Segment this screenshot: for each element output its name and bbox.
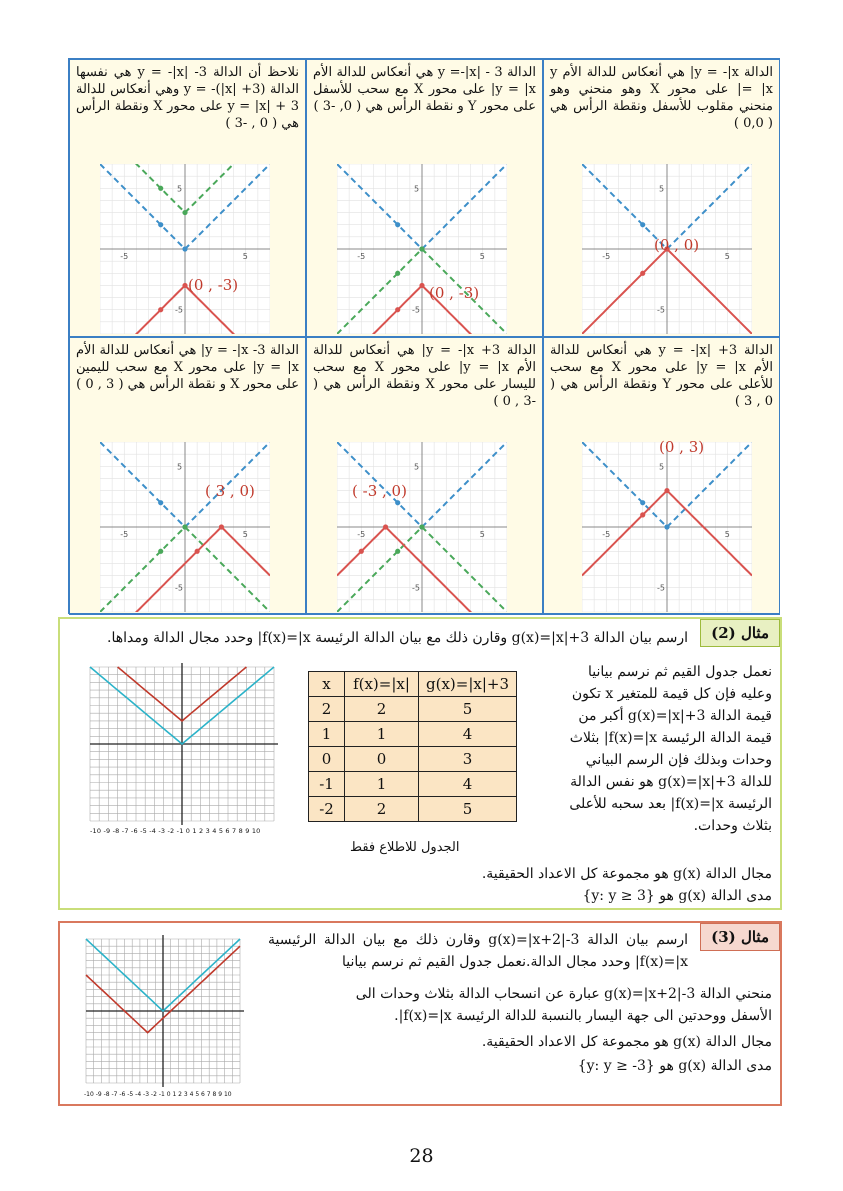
- cell-text: الدالة y = -|x +3| هي أنعكاس للدالة الأم y = |x| على محور X مع سحب لليسار على محور X ونقطة الرأس هي ( -3 , 0 ): [313, 343, 536, 409]
- tick-label: 5: [659, 184, 665, 194]
- table-header: f(x)=|x|: [345, 672, 419, 697]
- table-header: g(x)=|x|+3: [419, 672, 517, 697]
- vertex-label: (0 , 0): [654, 236, 700, 254]
- table-cell: 0: [345, 747, 419, 772]
- example-3-box: [58, 921, 782, 1106]
- graph-point: [640, 271, 645, 276]
- axis-labels: -10 -9 -8 -7 -6 -5 -4 -3 -2 -1 0 1 2 3 4 5 6 7 8 9 10: [90, 827, 261, 835]
- graph-point: [182, 246, 187, 251]
- graph-point: [419, 283, 424, 288]
- tick-label: -5: [657, 583, 665, 593]
- vertex-label: (0 , 3): [659, 438, 705, 456]
- tick-label: 5: [659, 462, 665, 472]
- body-line: الأسفل ووحدتين الى جهة اليسار بالنسبة للدالة الرئيسة f(x)=|x|.: [394, 1008, 772, 1024]
- example-3-graph: [78, 931, 248, 1091]
- graph-point: [395, 500, 400, 505]
- graph-point: [664, 488, 669, 493]
- table-header: x: [309, 672, 345, 697]
- tick-label: -5: [602, 252, 611, 261]
- graph-point: [158, 549, 163, 554]
- table-cell: 1: [309, 722, 345, 747]
- table-row: [309, 797, 517, 822]
- graph-point: [664, 524, 669, 529]
- table-cell: 1: [345, 722, 419, 747]
- graph-point: [419, 524, 424, 529]
- graph-point: [383, 524, 388, 529]
- body-line: قيمة الدالة g(x)=|x|+3 أكبر من: [578, 708, 772, 724]
- table-cell: 3: [419, 747, 517, 772]
- table-caption: الجدول للاطلاع فقط: [350, 840, 460, 855]
- graph-point: [359, 549, 364, 554]
- page-number: 28: [409, 1145, 434, 1167]
- graph-reflection-shift-left: [337, 442, 507, 612]
- graph-point: [182, 210, 187, 215]
- cell-reflection-shift-right: [69, 337, 306, 615]
- table-cell: 4: [419, 772, 517, 797]
- range-line: مدى الدالة g(x) هو {y: y ≥ -3}: [577, 1058, 772, 1074]
- domain-line: مجال الدالة g(x) هو مجموعة كل الاعداد الحقيقية.: [481, 866, 772, 882]
- body-line: قيمة الدالة الرئيسة f(x)=|x| بثلاث: [569, 730, 772, 746]
- body-line: للدالة g(x)=|x|+3 هو نفس الدالة: [570, 774, 772, 790]
- graph-negated-shift: [100, 164, 270, 334]
- graph-point: [395, 549, 400, 554]
- graph-point: [158, 222, 163, 227]
- cell-text: الدالة y = -|x| +3 هي أنعكاس للدالة الأم y = |x| على محور X مع سحب للأعلى على محور Y ونقطة الرأس هي ( 0 , 3 ): [550, 343, 773, 409]
- vertex-label: ( 3 , 0): [205, 482, 255, 500]
- body-line: نعمل جدول القيم ثم نرسم بيانيا: [588, 664, 772, 680]
- cell-reflection-shift-up: [543, 337, 780, 615]
- graph-point: [158, 186, 163, 191]
- vertex-label: ( -3 , 0): [352, 482, 407, 500]
- tick-label: -5: [602, 530, 611, 539]
- graph-reflection-shift-up: [582, 442, 752, 612]
- tick-label: 5: [724, 252, 730, 261]
- example-3-badge: مثال (3): [700, 923, 780, 951]
- graph-point: [395, 271, 400, 276]
- domain-line: مجال الدالة g(x) هو مجموعة كل الاعداد الحقيقية.: [481, 1034, 772, 1050]
- table-cell: 0: [309, 747, 345, 772]
- graph-point: [640, 512, 645, 517]
- table-cell: 2: [309, 697, 345, 722]
- graph-point: [182, 524, 187, 529]
- example-2-prompt: ارسم بيان الدالة g(x)=|x|+3 وقارن ذلك مع بيان الدالة الرئيسة f(x)=|x| وحدد مجال الدالة ومداها.: [107, 630, 688, 646]
- cell-reflection-shift-down: [306, 59, 543, 337]
- body-line: وعليه فإن كل قيمة للمتغير x تكون: [571, 686, 772, 702]
- table-cell: -2: [309, 797, 345, 822]
- example-3-prompt: ارسم بيان الدالة g(x)=|x+2|-3 وقارن ذلك مع بيان الدالة الرئيسية f(x)=|x| وحدد مجال الدالة.نعمل جدول القيم ثم نرسم بيانيا: [268, 932, 688, 970]
- example-2-box: [58, 617, 782, 910]
- body-line: الرئيسة f(x)=|x| بعد سحبه للأعلى: [569, 796, 772, 812]
- table-cell: 2: [345, 797, 419, 822]
- body-line: منحني الدالة g(x)=|x+2|-3 عبارة عن انسحاب الدالة بثلاث وحدات الى: [355, 986, 772, 1002]
- tick-label: 5: [724, 530, 730, 539]
- tick-label: 5: [414, 184, 420, 194]
- graph-point: [640, 500, 645, 505]
- table-row: [309, 722, 517, 747]
- graph-point: [640, 222, 645, 227]
- graph-reflection-shift-down: [337, 164, 507, 334]
- tick-label: -5: [412, 583, 420, 593]
- graph-point: [158, 307, 163, 312]
- graph-point: [182, 283, 187, 288]
- vertex-label: (0 , -3): [429, 284, 480, 302]
- graph-point: [395, 222, 400, 227]
- table-row: [309, 747, 517, 772]
- tick-label: 5: [479, 252, 485, 261]
- example-2-badge: مثال (2): [700, 619, 780, 647]
- cell-reflection-shift-left: [306, 337, 543, 615]
- table-header-row: [309, 672, 517, 697]
- table-row: [309, 697, 517, 722]
- tick-label: -5: [357, 252, 366, 261]
- tick-label: -5: [412, 305, 420, 315]
- cell-negated-shift: [69, 59, 306, 337]
- tick-label: 5: [479, 530, 485, 539]
- table-cell: 4: [419, 722, 517, 747]
- table-cell: 2: [345, 697, 419, 722]
- tick-label: 5: [177, 184, 183, 194]
- cell-reflection: [543, 59, 780, 337]
- table-cell: 5: [419, 697, 517, 722]
- tick-label: -5: [175, 305, 183, 315]
- tick-label: -5: [357, 530, 366, 539]
- tick-label: 5: [414, 462, 420, 472]
- graph-point: [419, 246, 424, 251]
- graph-point: [158, 500, 163, 505]
- tick-label: 5: [242, 530, 248, 539]
- tick-label: 5: [242, 252, 248, 261]
- table-row: [309, 772, 517, 797]
- table-cell: 1: [345, 772, 419, 797]
- tick-label: 5: [177, 462, 183, 472]
- body-line: وحدات وبذلك فإن الرسم البياني: [585, 752, 772, 768]
- tick-label: -5: [175, 583, 183, 593]
- cell-text: نلاحظ أن الدالة y = -|x| -3 هي نفسها الدالة y = -(|x| +3) وهي أنعكاس للدالة y = |x| + 3 على محور X ونقطة الرأس هي ( 0 , -3 ): [76, 65, 300, 131]
- graph-point: [395, 307, 400, 312]
- graph-reflection-shift-right: [100, 442, 270, 612]
- body-line: بثلاث وحدات.: [693, 818, 772, 834]
- vertex-label: (0 , -3): [188, 276, 239, 294]
- tick-label: -5: [120, 252, 129, 261]
- cell-text: الدالة y = -|x| هي أنعكاس للدالة الأم y = |x| على محور X وهو منحني وهو منحني مقلوب للأسفل ونقطة الرأس هي ( 0,0 ): [550, 65, 773, 131]
- cell-text: الدالة y = -|x -3| هي أنعكاس للدالة الأم y = |x| على محور X مع سحب لليمين على محور X و نقطة الرأس هي ( 3 , 0 ): [76, 343, 300, 392]
- tick-label: -5: [120, 530, 129, 539]
- cell-text: الدالة y =-|x| - 3 هي أنعكاس للدالة الأم y = |x| على محور X مع سحب للأسفل على محور Y و نقطة الرأس هي ( 0, -3 ): [313, 65, 537, 114]
- graph-point: [219, 524, 224, 529]
- graph-point: [195, 549, 200, 554]
- range-line: مدى الدالة g(x) هو {y: y ≥ 3}: [582, 888, 772, 904]
- axis-labels: -10 -9 -8 -7 -6 -5 -4 -3 -2 -1 0 1 2 3 4 5 6 7 8 9 10: [84, 1091, 232, 1098]
- table-cell: 5: [419, 797, 517, 822]
- transformations-grid: [68, 58, 780, 614]
- table-cell: -1: [309, 772, 345, 797]
- tick-label: -5: [657, 305, 665, 315]
- values-table: [308, 671, 517, 822]
